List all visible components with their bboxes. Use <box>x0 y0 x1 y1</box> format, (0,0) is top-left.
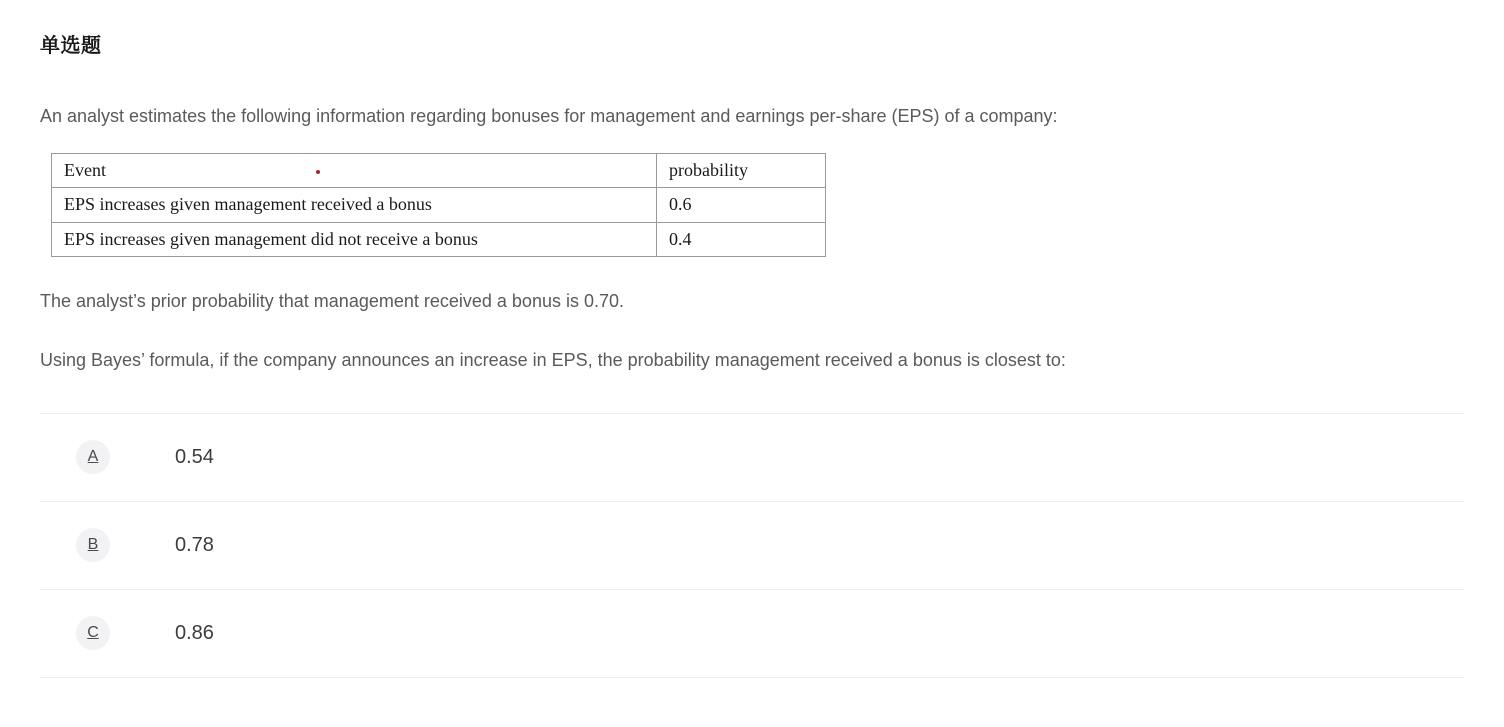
question-stem-line-3: Using Bayes’ formula, if the company announces an increase in EPS, the probability management received a bonus is closest to: <box>40 350 1066 371</box>
table-header-row <box>52 153 826 188</box>
answer-option-a[interactable] <box>40 413 1464 502</box>
answer-option-b[interactable] <box>40 502 1464 590</box>
table-header-event <box>52 153 657 188</box>
option-letter-badge-b[interactable] <box>76 528 110 562</box>
option-text-c: 0.86 <box>175 621 214 644</box>
table-row <box>52 222 826 257</box>
table-cell-probability: 0.6 <box>657 188 826 223</box>
table-row <box>52 188 826 223</box>
option-letter-badge-c[interactable] <box>76 616 110 650</box>
question-stem-line-2: The analyst’s prior probability that management received a bonus is 0.70. <box>40 291 624 312</box>
option-letter-badge-a[interactable] <box>76 440 110 474</box>
question-type-label: 单选题 <box>40 35 102 57</box>
option-text-a: 0.54 <box>175 445 214 468</box>
question-table <box>51 153 826 258</box>
answer-options-list <box>40 413 1464 678</box>
table-header-probability: probability <box>657 153 826 188</box>
table-cell-event: EPS increases given management received a bonus <box>52 188 657 223</box>
option-letter-c: C <box>87 624 99 642</box>
table-cell-probability: 0.4 <box>657 222 826 257</box>
option-text-b: 0.78 <box>175 533 214 556</box>
option-letter-b: B <box>87 536 99 554</box>
red-dot-icon <box>316 170 320 174</box>
question-table-wrapper <box>51 153 1464 258</box>
table-header-event-text: Event <box>64 159 106 180</box>
option-letter-a: A <box>87 448 99 466</box>
question-stem-line-1: An analyst estimates the following information regarding bonuses for management and earnings per-share (EPS) of a company: <box>40 106 1058 126</box>
answer-option-c[interactable] <box>40 590 1464 678</box>
table-cell-event: EPS increases given management did not receive a bonus <box>52 222 657 257</box>
